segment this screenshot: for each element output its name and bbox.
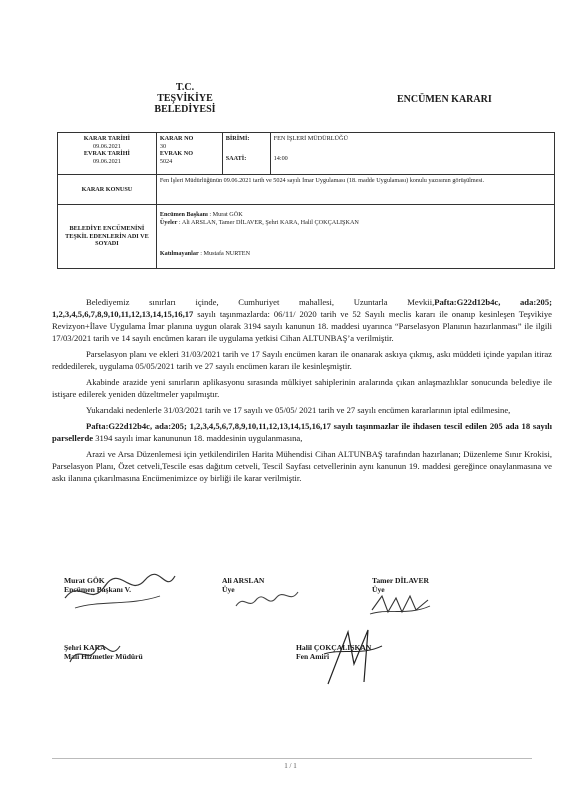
- signer-title: Fen Amiri: [296, 652, 330, 661]
- paragraph-5: [52, 420, 552, 444]
- birim-value: FEN İŞLERİ MÜDÜRLÜĞÜ: [273, 135, 348, 142]
- paragraph-2: Parselasyon planı ve ekleri 31/03/2021 tarih ve 17 Sayılı encümen kararı ile onanarak askıya çıkmış, askı müddeti içinde yapılan itiraz reddedilerek, uygulama 05/05/2021 tarih ve 27 sayılı encümen kararı ile kesinleşmiştir.: [52, 349, 552, 371]
- baskan-value: : Murat GÖK: [209, 211, 243, 218]
- handwritten-signature-icon: [64, 640, 124, 668]
- paragraph-6: Arazi ve Arsa Düzenlemesi için yetkilendirilen Harita Mühendisi Cihan ALTUNBAŞ tarafından hazırlanan; Düzenleme Sınır Krokisi, Parselasyon Planı, Özet cetveli,Tescile esas dağıtım cetveli, Tescil Sayfası cetvellerinin aynı kanunun 19. maddesi gereğince onaylanmasına ve askı ilanına çıkarılmasına Encümenimizce oy birliği ile karar verilmiştir.: [52, 449, 552, 483]
- evrak-no-label: EVRAK NO: [159, 150, 194, 157]
- paragraph-4: Yukarıdaki nedenlerle 31/03/2021 tarih ve 17 sayılı ve 05/05/ 2021 tarih ve 27 sayılı encümen kararlarının iptal edilmesine,: [86, 405, 511, 415]
- page-number: 1 / 1: [284, 762, 297, 770]
- evrak-no-value: 5024: [159, 157, 173, 165]
- katilmayanlar-label: Katılmayanlar: [159, 250, 199, 257]
- p1-parcel-ref: Pafta:G22d12b4c, ada:205; 1,2,3,4,5,6,7,8,9,10,11,12,13,14,15,16,17: [52, 297, 552, 319]
- signer-name: Halil ÇOKÇALIŞKAN: [296, 643, 372, 652]
- karar-konusu-label-cell: [58, 175, 157, 205]
- encumen-members-cell: [156, 205, 554, 269]
- decision-body: [52, 296, 552, 488]
- institution-header: [140, 82, 230, 115]
- birim-label: BİRİMİ: [225, 135, 248, 142]
- encumen-label: BELEDİYE ENCÜMENİNİ TEŞKİL EDENLERİN ADI VE SOYADI: [65, 225, 149, 248]
- paragraph-3: Akabinde arazide yeni sınırların aplikasyonu sırasında mülkiyet sahiplerinin aralarında çıkan anlaşmazlıklar sonucunda belediye ile istişare edilerek yeniden düzeltmeler yapılmıştır.: [52, 377, 552, 399]
- saati-value: 14:00: [273, 154, 288, 162]
- paragraph-1: [52, 296, 552, 344]
- p5-parcel-ref: Pafta:G22d12b4c, ada:205; 1,2,3,4,5,6,7,8,9,10,11,12,13,14,15,16,17 sayılı taşınmazlar ile ihdasen tescil edilen 205 ada 18 sayılı parsellerde: [52, 421, 552, 443]
- header-municipality-name: TEŞVİKİYE: [157, 93, 213, 104]
- p1-text-c: sayılı taşınmazlarda: 06/11/ 2020 tarih ve 52 Sayılı meclis kararı ile onanıp kesinleşen Teşvikiye Revizyon+İlave Uygulama İmar planına uygun olarak 3194 sayılı kanunun 18. maddesi uyarınca “Parselasyon Planının hazırlanması” ile ilgili 17/03/2021 tarih ve 14 sayılı encümen kararı ile uygulama yetkisi Cihan ALTUNBAŞ’a verilmiştir.: [52, 309, 552, 343]
- handwritten-signature-icon: [232, 588, 302, 614]
- signer-title: Encümen Başkanı V.: [64, 585, 132, 594]
- saati-label: SAATİ: [225, 154, 245, 162]
- p1-text-a: Belediyemiz sınırları içinde, Cumhuriyet mahallesi, Uzuntarla Mevkii,: [86, 297, 435, 307]
- karar-no-value: 30: [159, 142, 167, 150]
- header-tc: T.C.: [175, 82, 195, 93]
- evrak-tarihi-label: EVRAK TARİHİ: [83, 150, 130, 157]
- handwritten-signature-icon: [368, 590, 432, 620]
- handwritten-signature-icon: [318, 624, 388, 694]
- karar-tarihi-label: KARAR TARİHİ: [83, 135, 131, 142]
- signer-name: Tamer DİLAVER: [372, 576, 430, 585]
- handwritten-signature-icon: [60, 568, 180, 618]
- signer-name: Murat GÖK: [64, 576, 105, 585]
- uyeler-value: : Ali ARSLAN, Tamer DİLAVER, Şehri KARA, Halil ÇOKÇALIŞKAN: [178, 218, 359, 226]
- dates-cell: [58, 133, 157, 175]
- karar-tarihi-value: 09.06.2021: [93, 142, 121, 150]
- unit-time-values-cell: [270, 133, 554, 175]
- encumen-label-cell: [58, 205, 157, 269]
- footer-divider: [52, 758, 532, 759]
- signer-title: Mali Hizmetler Müdürü: [64, 652, 143, 661]
- evrak-tarihi-value: 09.06.2021: [93, 157, 121, 165]
- birim-colon: :: [247, 135, 250, 142]
- signer-title: Üye: [372, 585, 385, 594]
- numbers-cell: [156, 133, 222, 175]
- signer-name: Şehri KARA: [64, 643, 106, 652]
- baskan-label: Encümen Başkanı: [159, 211, 208, 218]
- karar-konusu-label: KARAR KONUSU: [81, 185, 133, 193]
- signer-title: Üye: [222, 585, 235, 594]
- unit-time-labels-cell: [222, 133, 270, 175]
- katilmayanlar-value: : Mustafa NURTEN: [200, 250, 251, 257]
- document-type-title: ENCÜMEN KARARI: [397, 94, 492, 105]
- uyeler-label: Üyeler: [159, 218, 178, 226]
- header-municipality: BELEDİYESİ: [154, 104, 216, 115]
- decision-meta-table: [57, 132, 555, 269]
- karar-konusu-value: Fen İşleri Müdürlüğünün 09.06.2021 tarih ve 5024 sayılı İmar Uygulaması (18. madde Uygulaması) konulu yazısının görüşülmesi.: [156, 175, 554, 205]
- karar-no-label: KARAR NO: [159, 135, 194, 142]
- saati-colon: :: [244, 154, 247, 162]
- p5-text-b: 3194 sayılı imar kanununun 18. maddesinin uygulanmasına,: [93, 433, 303, 443]
- signer-name: Ali ARSLAN: [222, 576, 265, 585]
